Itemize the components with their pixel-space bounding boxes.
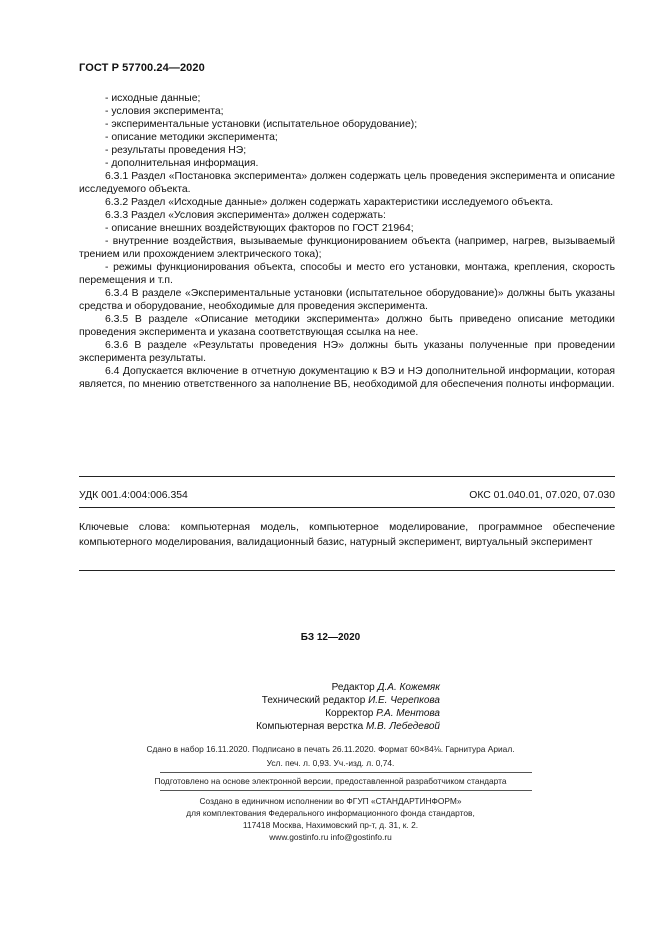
credit-line <box>200 694 440 707</box>
credit-line <box>200 707 440 720</box>
imprint-line: Усл. печ. л. 0,93. Уч.-изд. л. 0,74. <box>266 758 395 768</box>
oks-code: ОКС 01.040.01, 07.020, 07.030 <box>469 490 615 501</box>
paragraph-6-3-5: 6.3.5 В разделе «Описание методики эксперимента» должно быть приведено описание методики проведения эксперимента и указана соответствующая ссылка на нее. <box>79 314 615 338</box>
credit-name: М.В. Лебедевой <box>365 721 440 732</box>
imprint-line: Сдано в набор 16.11.2020. Подписано в печать 26.11.2020. Формат 60×84⅛. Гарнитура Ариал. <box>146 744 515 754</box>
bz-number: БЗ 12—2020 <box>300 632 361 643</box>
imprint-line: для комплектования Федерального информационного фонда стандартов, <box>186 808 475 818</box>
paragraph-6-3-6: 6.3.6 В разделе «Результаты проведения НЭ» должны быть указаны полученные при проведении эксперимента результаты. <box>79 340 615 364</box>
credit-name: Р.А. Ментова <box>376 708 440 719</box>
list-item: - результаты проведения НЭ; <box>105 145 247 156</box>
list-item: - экспериментальные установки (испытательное оборудование); <box>105 119 418 130</box>
list-item: - описание внешних воздействующих факторов по ГОСТ 21964; <box>105 223 414 234</box>
imprint-line: Подготовлено на основе электронной версии, предоставленной разработчиком стандарта <box>154 776 507 786</box>
divider <box>79 570 615 571</box>
imprint-line: www.gostinfo.ru info@gostinfo.ru <box>269 832 392 842</box>
list-item: - исходные данные; <box>105 93 201 104</box>
credit-role: Корректор <box>325 708 374 719</box>
divider <box>160 790 532 791</box>
credit-line <box>200 681 440 694</box>
list-item: - условия эксперимента; <box>105 106 224 117</box>
main-text <box>79 92 615 391</box>
credit-name: И.Е. Черепкова <box>368 695 440 706</box>
divider <box>160 772 532 773</box>
list-item: - режимы функционирования объекта, способы и место его установки, монтажа, крепления, скорость перемещения и т.п. <box>79 262 615 286</box>
credit-role: Компьютерная верстка <box>256 721 364 732</box>
credit-role: Технический редактор <box>261 695 366 706</box>
credit-role: Редактор <box>331 682 375 693</box>
list-item: - дополнительная информация. <box>105 158 259 169</box>
list-item: - описание методики эксперимента; <box>105 132 278 143</box>
imprint-line: Создано в единичном исполнении во ФГУП «СТАНДАРТИНФОРМ» <box>199 796 462 806</box>
imprint-line: 117418 Москва, Нахимовский пр-т, д. 31, к. 2. <box>242 820 419 830</box>
paragraph-6-3-2: 6.3.2 Раздел «Исходные данные» должен содержать характеристики исследуемого объекта. <box>105 197 554 208</box>
keywords: Ключевые слова: компьютерная модель, компьютерное моделирование, программное обеспечение компьютерного моделирования, валидационный базис, натурный эксперимент, виртуальный эксперимент <box>79 522 615 548</box>
udk-code: УДК 001.4:004:006.354 <box>79 490 188 501</box>
document-code-header: ГОСТ Р 57700.24—2020 <box>79 62 205 74</box>
paragraph-6-3-1: 6.3.1 Раздел «Постановка эксперимента» должен содержать цель проведения эксперимента и описание исследуемого объекта. <box>79 171 615 195</box>
paragraph-6-3-4: 6.3.4 В разделе «Экспериментальные установки (испытательное оборудование)» должны быть указаны средства и оборудование, необходимые для проведения эксперимента. <box>79 288 615 312</box>
divider <box>79 476 615 477</box>
credit-name: Д.А. Кожемяк <box>377 682 440 693</box>
paragraph-6-4: 6.4 Допускается включение в отчетную документацию к ВЭ и НЭ дополнительной информации, которая является, по мнению ответственного за наполнение ВБ, необходимой для обеспечения полноты информации. <box>79 366 615 390</box>
divider <box>79 507 615 508</box>
credits-block <box>200 681 440 733</box>
credit-line <box>200 720 440 733</box>
paragraph-6-3-3: 6.3.3 Раздел «Условия эксперимента» должен содержать: <box>105 210 386 221</box>
list-item: - внутренние воздействия, вызываемые функционированием объекта (например, нагрев, вызываемый трением или прохождением электрического тока); <box>79 236 615 260</box>
